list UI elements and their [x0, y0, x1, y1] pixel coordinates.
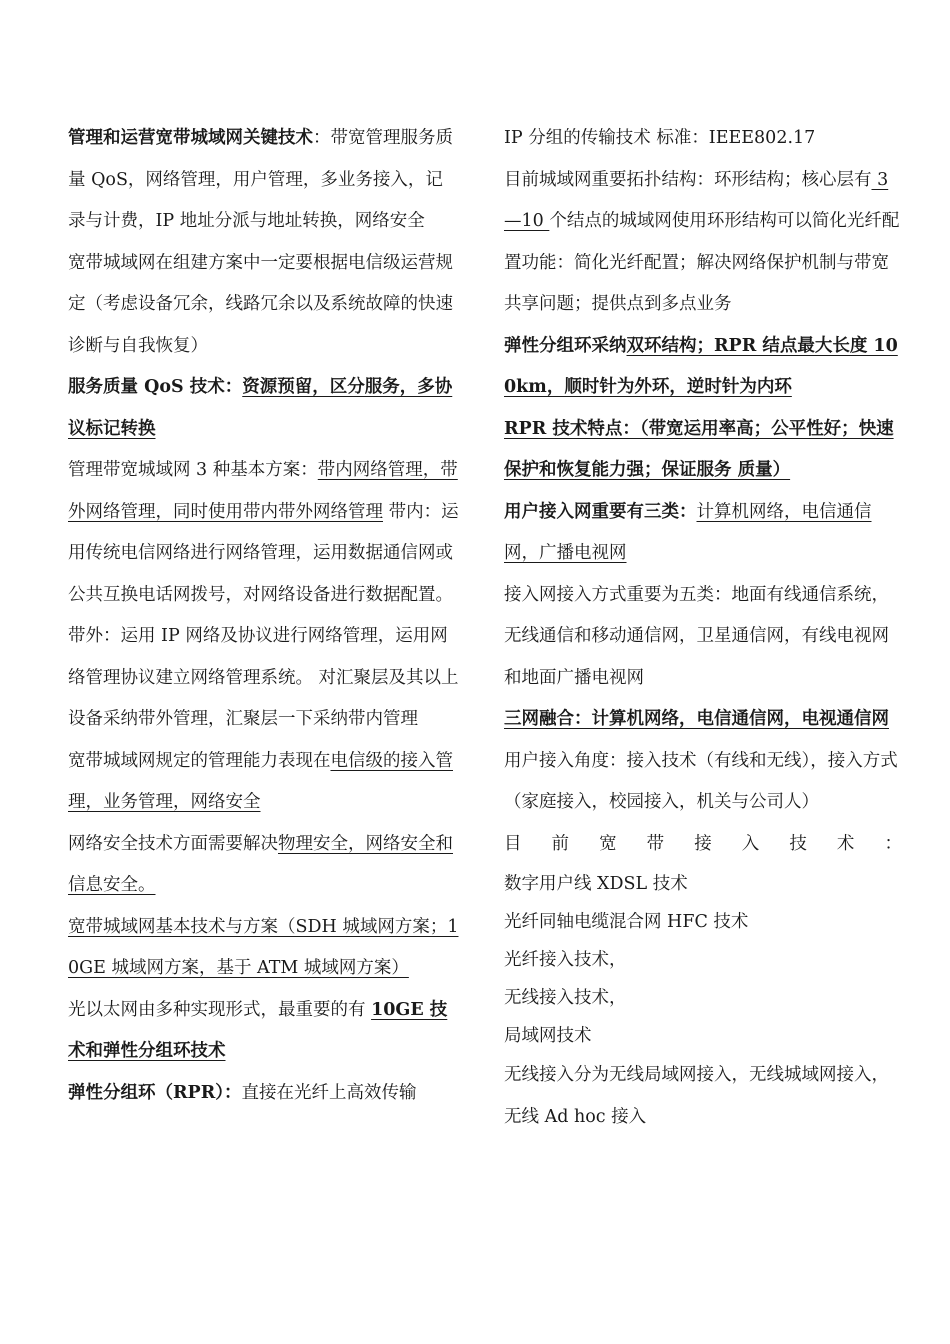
paragraph-rpr-features: RPR 技术特点：（带宽运用率高；公平性好；快速保护和恢复能力强；保证服务 质量）	[504, 418, 894, 480]
security-list: 物理安全，网络安全和信息安全。	[68, 833, 453, 895]
access-types-heading: 用户接入网重要有三类：	[504, 501, 697, 522]
heading-broadband-access: 目前宽带接入技术：	[504, 833, 902, 854]
paragraph-management-schemes	[68, 450, 460, 616]
key-tech-colon: ：	[313, 128, 331, 148]
paragraph-carrier-grade: 宽带城域网在组建方案中一定要根据电信级运营规定（考虑设备冗余，线路冗余以及系统故障的快速诊断与自我恢复）	[68, 252, 453, 356]
rpr-heading: 弹性分组环（RPR）：	[68, 1082, 242, 1103]
qos-body: 资源预留，区分服务，多协议标记转换	[68, 377, 453, 439]
right-column	[504, 118, 902, 1138]
security-intro: 网络安全技术方面需要解决	[68, 833, 278, 854]
paragraph-wireless-access: 无线接入分为无线局域网接入，无线城域网接入，无线 Ad hoc 接入	[504, 1065, 889, 1127]
rpr-ring-body: 双环结构；RPR 结点最大长度 100km，顺时针为外环，逆时针为内环	[504, 335, 898, 397]
key-tech-body: 带宽管理服务质量 QoS，网络管理，用户管理，多业务接入，记录与计费，IP 地址分派与地址转换，网络安全	[68, 128, 453, 231]
schemes-inband: 带内：运用传统电信网络进行网络管理，运用数据通信网或公共互换电话网拨号，对网络设备进行数据配置。	[68, 501, 459, 605]
list-item-wireless: 无线接入技术，	[504, 988, 627, 1008]
ability-intro: 宽带城域网规定的管理能力表现在	[68, 750, 331, 771]
topology-node-count: 3—10	[504, 169, 889, 231]
paragraph-key-tech	[68, 118, 460, 243]
schemes-list: 带内网络管理，带外网络管理，同时使用带内带外网络管理	[68, 460, 458, 522]
rpr-body: 直接在光纤上高效传输	[241, 1082, 417, 1103]
schemes-intro: 管理带宽城域网 3 种基本方案：	[68, 460, 318, 480]
list-item-lan: 局域网技术	[504, 1026, 592, 1046]
paragraph-topology	[504, 160, 902, 326]
optical-ethernet-tech: 10GE 技术和弹性分组环技术	[68, 999, 448, 1061]
list-item-fiber: 光纤接入技术，	[504, 950, 627, 970]
paragraph-rpr	[68, 1073, 460, 1115]
ability-list: 电信级的接入管理，业务管理，网络安全	[68, 750, 453, 812]
paragraph-access-network-types	[504, 492, 902, 575]
key-tech-heading: 管理和运营宽带城域网关键技术	[68, 128, 313, 148]
paragraph-security	[68, 824, 460, 907]
paragraph-ip-transport: IP 分组的传输技术 标准：IEEE802.17	[504, 128, 816, 148]
rpr-ring-heading: 弹性分组环采纳	[504, 335, 627, 356]
paragraph-basic-solutions: 宽带城域网基本技术与方案（SDH 城域网方案；10GE 城域网方案，基于 ATM 城域网方案）	[68, 916, 459, 978]
paragraph-access-methods: 接入网接入方式重要为五类：地面有线通信系统，无线通信和移动通信网，卫星通信网，有线电视网和地面广播电视网	[504, 584, 889, 688]
optical-ethernet-intro: 光以太网由多种实现形式，最重要的有	[68, 999, 372, 1020]
paragraph-management-ability	[68, 741, 460, 824]
left-column	[68, 118, 460, 1114]
paragraph-qos	[68, 367, 460, 450]
topology-body: 个结点的城域网使用环形结构可以简化光纤配置功能：简化光纤配置；解决网络保护机制与带宽共享问题；提供点到多点业务	[504, 211, 900, 314]
access-types-list: 计算机网络，电信通信网，广播电视网	[504, 501, 872, 563]
list-item-hfc: 光纤同轴电缆混合网 HFC 技术	[504, 912, 749, 932]
qos-heading: 服务质量 QoS 技术：	[68, 377, 243, 397]
paragraph-triple-play: 三网融合：计算机网络，电信通信网，电视通信网	[504, 709, 889, 729]
paragraph-optical-ethernet	[68, 990, 460, 1073]
paragraph-user-access: 用户接入角度：接入技术（有线和无线），接入方式（家庭接入，校园接入，机关与公司人）	[504, 750, 898, 812]
list-item-xdsl: 数字用户线 XDSL 技术	[504, 874, 688, 894]
paragraph-outband: 带外：运用 IP 网络及协议进行网络管理，运用网络管理协议建立网络管理系统。 对汇聚层及其以上设备采纳带外管理，汇聚层一下采纳带内管理	[68, 626, 459, 729]
topology-intro: 目前城域网重要拓扑结构：环形结构；核心层有	[504, 169, 872, 190]
paragraph-rpr-ring	[504, 326, 902, 409]
